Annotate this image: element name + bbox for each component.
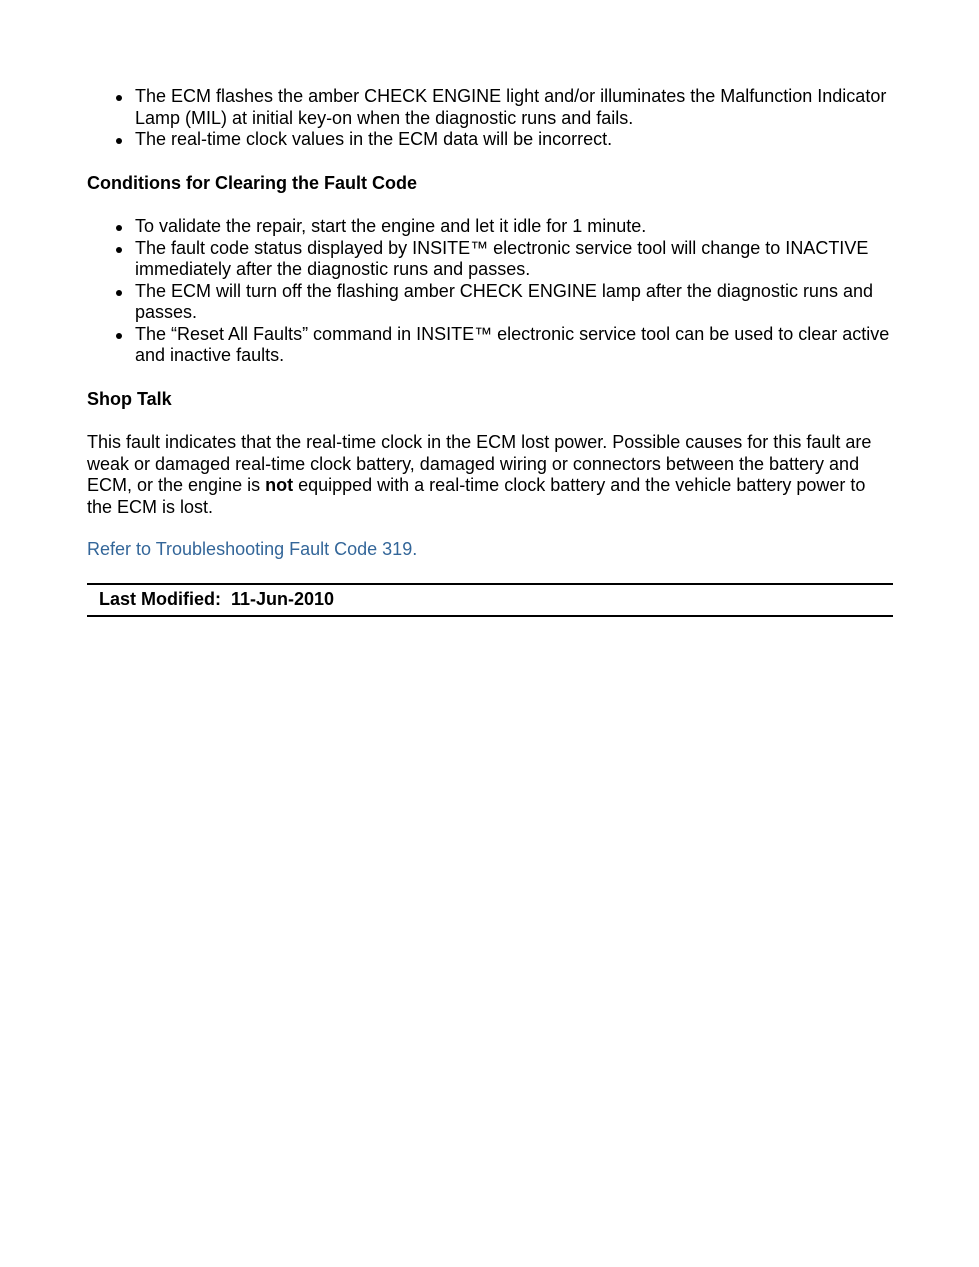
document-page [87, 86, 893, 617]
shop-talk-heading: Shop Talk [87, 388, 172, 409]
shop-talk-emphasis: not [265, 475, 294, 495]
last-modified-label: Last Modified: [99, 588, 221, 609]
troubleshooting-link[interactable]: Refer to Troubleshooting Fault Code 319. [87, 539, 418, 559]
shop-talk-paragraph [87, 432, 893, 518]
shop-talk-text: This fault indicates that the real-time clock in the ECM lost power. Possible causes for this fault are weak or damaged real-time clock battery, damaged wiring or connectors between the battery and ECM, or the engine is [87, 432, 872, 495]
list-item: The real-time clock values in the ECM data will be incorrect. [135, 129, 893, 151]
list-item: The ECM flashes the amber CHECK ENGINE light and/or illuminates the Malfunction Indicator Lamp (MIL) at initial key-on when the diagnostic runs and fails. [135, 86, 893, 129]
last-modified-date: 11-Jun-2010 [231, 588, 335, 609]
symptoms-list [87, 86, 893, 151]
list-item: The fault code status displayed by INSITE™ electronic service tool will change to INACTIVE immediately after the diagnostic runs and passes. [135, 238, 893, 281]
clearing-heading: Conditions for Clearing the Fault Code [87, 172, 417, 193]
list-item: The ECM will turn off the flashing amber CHECK ENGINE lamp after the diagnostic runs and passes. [135, 281, 893, 324]
list-item: The “Reset All Faults” command in INSITE™ electronic service tool can be used to clear active and inactive faults. [135, 324, 893, 367]
last-modified-bar [87, 583, 893, 617]
list-item: To validate the repair, start the engine and let it idle for 1 minute. [135, 216, 893, 238]
clearing-list [87, 216, 893, 367]
shop-talk-text-end: equipped with a real-time clock battery and the vehicle battery power to the ECM is lost. [87, 475, 866, 517]
